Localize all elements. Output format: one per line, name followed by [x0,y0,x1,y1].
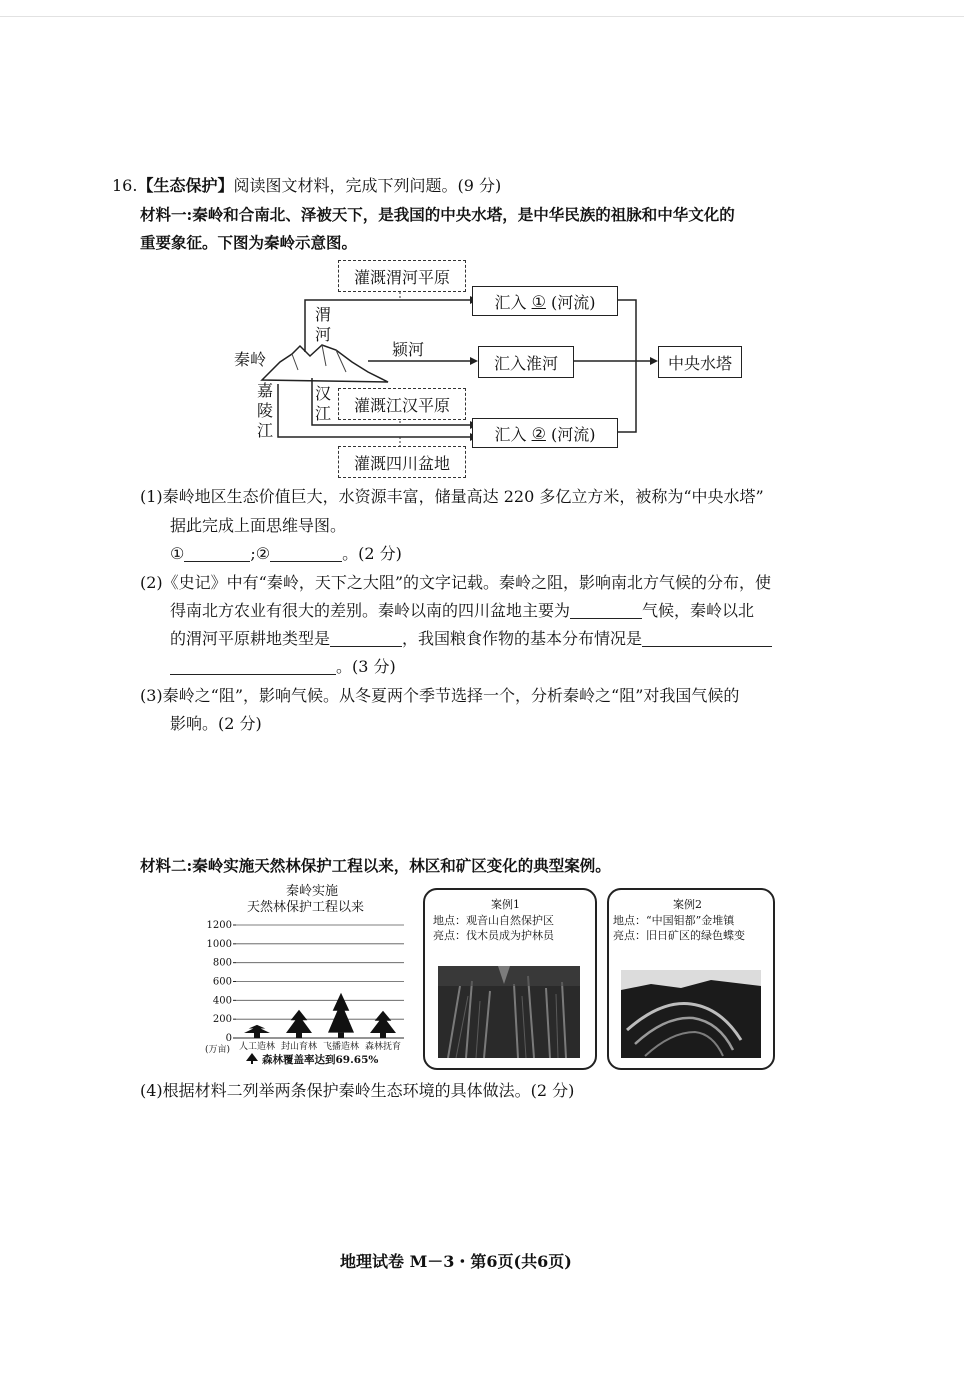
page-footer: 地理试卷 M－3・第6页(共6页) [340,1252,572,1271]
flow1-pre: 汇入 [494,292,527,312]
han-char-2: 江 [314,404,331,423]
forest-photo-icon [438,966,580,1058]
case1-card [423,888,597,1070]
y-tick-label: 1000 [206,938,232,950]
flow2-mark: ② [531,423,546,443]
q2-score: 。(3 分) [336,657,396,676]
question-tag: 【生态保护】 [137,176,234,195]
case1-title: 案例1 [491,898,520,911]
case2-title: 案例2 [673,898,702,911]
flow1-mark: ① [531,291,546,311]
q1-line1: (1)秦岭地区生态价值巨大，水资源丰富，储量高达 220 多亿立方米，被称为“中央水塔” [140,487,764,506]
y-tick-label: 600 [212,976,232,988]
q2-blank-climate[interactable] [570,618,642,619]
material1-line1: 材料一:秦岭和合南北、泽被天下，是我国的中央水塔，是中华民族的祖脉和中华文化的 [140,205,735,224]
flow1-box [472,286,618,316]
q2-blank-crops-a[interactable] [642,646,772,647]
question-number: 16. [112,176,138,195]
q2-line1: (2)《史记》中有“秦岭，天下之大阻”的文字记载。秦岭之阻，影响南北方气候的分布，使 [140,573,772,592]
q2-blank-crops-b[interactable] [170,674,336,675]
case1-place: 地点：观音山自然保护区 [433,914,554,927]
material2-line: 材料二:秦岭实施天然林保护工程以来，林区和矿区变化的典型案例。 [140,856,611,875]
jialing-char-2: 陵 [256,401,273,420]
flow-huaihe-box: 汇入淮河 [478,346,574,378]
tree-trunk-icon [251,1061,253,1064]
tree-icon [246,1053,258,1061]
unit-label: (万亩) [205,1045,231,1055]
y-tick-label: 800 [212,957,232,969]
q1-blank-2[interactable] [270,561,342,562]
y-tick-label: 200 [212,1014,232,1026]
chart-title-line2: 天然林保护工程以来 [247,900,365,915]
jialing-char-3: 江 [256,421,273,440]
diagram-lines [0,0,964,480]
material1-line2: 重要象征。下图为秦岭示意图。 [140,233,358,252]
han-char-1: 汉 [314,384,331,403]
case2-mine-photo [621,970,761,1058]
case2-card [607,888,775,1070]
chart-title-line1: 秦岭实施 [286,884,339,899]
flow2-pre: 汇入 [494,424,527,444]
jialing-char-1: 嘉 [256,381,273,400]
y-tick-label: 0 [225,1033,232,1044]
wei-char-2: 河 [314,325,331,344]
q1-score: 。(2 分) [342,544,402,563]
tree-bar [286,1010,312,1038]
terraced-mine-icon [621,970,761,1058]
q1-answer-line [170,544,402,564]
x-category-label: 森林抚育 [364,1042,402,1052]
y-tick-label: 400 [212,995,232,1007]
irrigate-weihe-box: 灌溉渭河平原 [338,260,466,292]
mountain-icon [262,345,388,382]
tree-bar [244,1025,270,1038]
q2-line2 [170,601,754,621]
wei-char-1: 渭 [314,305,331,324]
irrigate-jianghan-box: 灌溉江汉平原 [338,388,466,420]
q3-line1: (3)秦岭之“阻”，影响气候。从冬夏两个季节选择一个，分析秦岭之“阻”对我国气候的 [140,686,740,705]
x-category-label: 封山育林 [280,1042,318,1052]
flow2-box [472,418,618,448]
q2-line3b: ，我国粮食作物的基本分布情况是 [402,629,643,648]
case1-highlight: 亮点：伐木员成为护林员 [433,929,554,942]
q1-line2: 据此完成上面思维导图。 [170,516,347,535]
chart-svg [200,910,410,1070]
q1-ans2-label: ;② [250,544,271,563]
case2-place: 地点：“中国钼都”金堆镇 [613,914,735,927]
q1-blank-1[interactable] [184,561,250,562]
mountain-label: 秦岭 [234,350,267,369]
q2-line3a: 的渭河平原耕地类型是 [170,629,331,648]
x-category-label: 人工造林 [238,1042,276,1052]
q2-line4 [170,657,396,677]
y-tick-label: 1200 [206,920,232,931]
ying-river-label: 颍河 [392,340,425,359]
case2-highlight: 亮点：旧日矿区的绿色蝶变 [613,929,745,942]
flow1-post: (河流) [551,292,596,312]
q3-line2: 影响。(2 分) [170,714,262,733]
q2-line2b: 气候，秦岭以北 [642,601,755,620]
q2-line3 [170,629,772,649]
flow2-post: (河流) [551,424,596,444]
q4-line: (4)根据材料二列举两条保护秦岭生态环境的具体做法。(2 分) [140,1081,575,1100]
tree-bar [370,1011,396,1038]
tree-bar [328,993,354,1038]
central-tower-box: 中央水塔 [658,346,742,378]
coverage-footnote: 森林覆盖率达到69.65% [262,1054,379,1066]
q2-blank-land[interactable] [330,646,402,647]
case1-forest-photo [438,966,580,1058]
question-intro: 阅读图文材料，完成下列问题。(9 分) [233,176,502,195]
q1-ans1-label: ① [170,544,185,563]
irrigate-sichuan-box: 灌溉四川盆地 [338,446,466,478]
q2-line2a: 得南北方农业有很大的差别。秦岭以南的四川盆地主要为 [170,601,571,620]
x-category-label: 飞播造林 [322,1042,360,1052]
